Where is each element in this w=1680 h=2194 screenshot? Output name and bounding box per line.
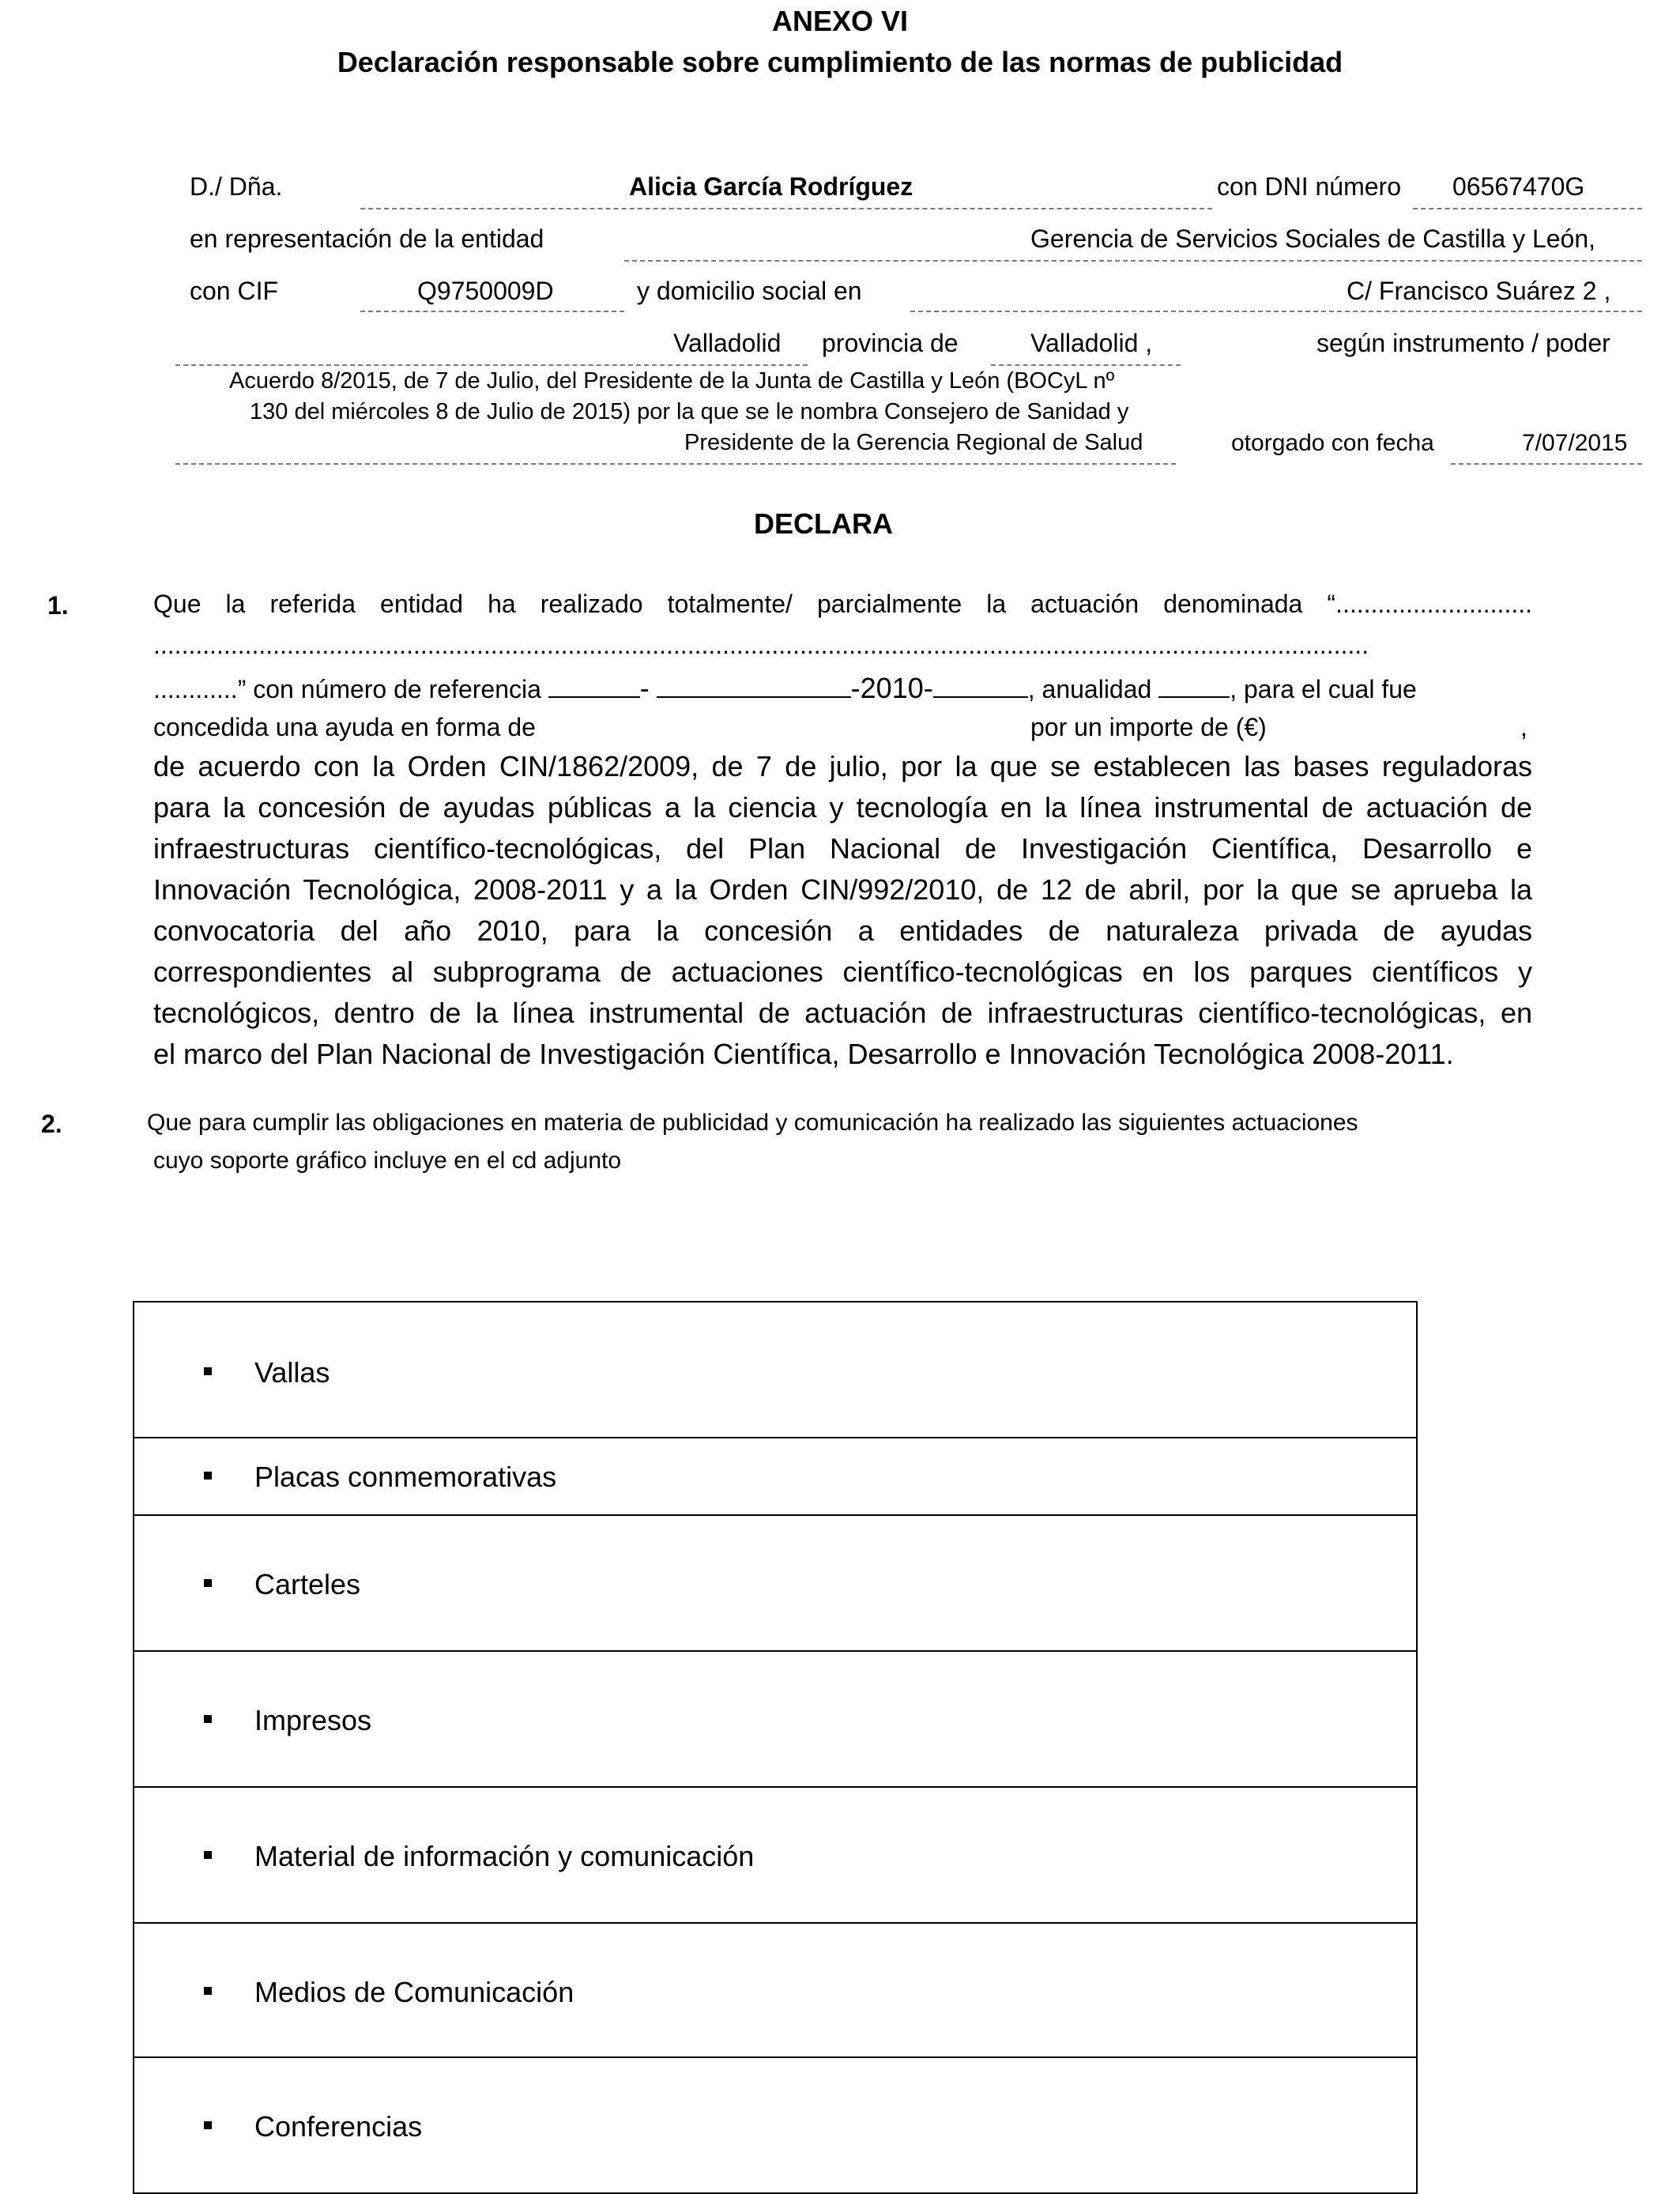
item-2-line-1: Que para cumplir las obligaciones en materia de publicidad y comunicación ha realizado las siguientes actuaciones [147,1110,1358,1136]
province-value: Valladolid , [1030,329,1153,357]
table-row [134,1438,1417,1515]
bullet-icon [204,1579,212,1587]
name-label: D./ Dña. [190,172,283,201]
instrument-text-line-2: 130 del miércoles 8 de Julio de 2015) por la que se le nombra Consejero de Sanidad y [250,399,1129,424]
grant-date: 7/07/2015 [1522,430,1628,456]
instrument-label: según instrumento / poder [1317,329,1610,357]
item-1-body-line-6: correspondientes al subprograma de actuaciones científico-tecnológicas en los parques científicos y [153,956,1532,988]
dni-label: con DNI número [1217,172,1401,201]
item-1-body-line-5: convocatoria del año 2010, para la concesión a entidades de naturaleza privada de ayudas [153,914,1532,947]
domicile-label: y domicilio social en [637,277,862,305]
reference-separator: - [639,672,650,704]
action-medios: Medios de Comunicación [254,1976,574,2008]
amount-label: por un importe de (€) [1030,713,1267,741]
anualidad-label: , anualidad [1027,675,1152,703]
reference-blank-2[interactable] [657,673,851,698]
instrument-field-line [175,463,1176,465]
item-1-body-line-1: de acuerdo con la Orden CIN/1862/2009, de 7 de julio, por la que se establecen las bases reguladoras [153,750,1532,782]
entity-label: en representación de la entidad [190,224,544,253]
cif-value: Q9750009D [417,277,554,305]
bullet-icon [204,1367,212,1375]
para-cual-text: , para el cual fue [1230,675,1417,703]
action-cell [134,1515,1417,1651]
action-placas: Placas conmemorativas [254,1461,557,1493]
action-cell [134,2057,1417,2193]
item-1-body-line-3: infraestructuras científico-tecnológicas, del Plan Nacional de Investigación Científica, Desarrollo e [153,832,1532,865]
aid-form-label: concedida una ayuda en forma de [153,713,536,741]
reference-blank-3[interactable] [933,673,1028,698]
reference-year: -2010- [850,672,933,704]
declarant-name: Alicia García Rodríguez [629,172,913,201]
instrument-text-line-3: Presidente de la Gerencia Regional de Salud [684,430,1143,455]
date-label: otorgado con fecha [1231,430,1434,456]
instrument-text-line-1: Acuerdo 8/2015, de 7 de Julio, del Presidente de la Junta de Castilla y León (BOCyL nº [229,368,1115,394]
action-cell [134,1438,1417,1515]
reference-blank-1[interactable] [548,673,640,698]
document-title: Declaración responsable sobre cumplimiento de las normas de publicidad [337,46,1343,78]
bullet-icon [204,1851,212,1859]
action-conferencias: Conferencias [254,2110,423,2143]
item-2-number: 2. [41,1110,62,1138]
declara-heading: DECLARA [754,507,893,540]
entity-name: Gerencia de Servicios Sociales de Castilla y León, [1030,224,1596,253]
cif-label: con CIF [190,277,279,305]
item-1-body-line-7: tecnológicos, dentro de la línea instrumental de actuación de infraestructuras científico-tecnológicas, en [153,997,1532,1029]
annex-number: ANEXO VI [771,5,909,37]
amount-comma: , [1520,713,1527,741]
item-2-line-2: cuyo soporte gráfico incluye en el cd adjunto [153,1148,622,1174]
bullet-icon [204,1715,212,1723]
bullet-icon [204,1987,212,1995]
name-field-line [360,208,1212,209]
province-field-line [991,364,1181,366]
action-cell [134,1651,1417,1787]
actions-table [133,1301,1418,2194]
item-1-dotted-line: ............................................................................................................................................................................. [153,631,1369,659]
table-row [134,1787,1417,1923]
anualidad-blank[interactable] [1158,673,1230,698]
province-label: provincia de [822,329,959,357]
table-row [134,1923,1417,2057]
table-row [134,1651,1417,1787]
action-cell [134,1302,1417,1438]
date-field-line [1451,463,1642,465]
cif-field-line [360,311,624,312]
dni-field-line [1413,208,1642,209]
item-1-reference-line [153,672,1417,705]
action-carteles: Carteles [254,1568,361,1600]
bullet-icon [204,2121,212,2129]
city-value: Valladolid [673,329,782,357]
entity-field-line [624,260,1642,262]
item-1-body-line-4: Innovación Tecnológica, 2008-2011 y a la Orden CIN/992/2010, de 12 de abril, por la que se aprueba la [153,873,1532,906]
table-row [134,1302,1417,1438]
address-value: C/ Francisco Suárez 2 , [1347,277,1611,305]
dni-value: 06567470G [1452,172,1585,201]
city-field-line [175,364,808,366]
action-cell [134,1923,1417,2057]
action-vallas: Vallas [254,1356,330,1389]
item-1-body-line-8: el marco del Plan Nacional de Investigación Científica, Desarrollo e Innovación Tecnológica 2008-2011. [153,1038,1454,1070]
item-1-line-1: Que la referida entidad ha realizado totalmente/ parcialmente la actuación denominada “............................ [153,590,1532,618]
action-impresos: Impresos [254,1704,372,1736]
address-field-line [910,311,1642,312]
table-row [134,2057,1417,2193]
item-1-number: 1. [47,591,69,620]
item-1-body-line-2: para la concesión de ayudas públicas a la ciencia y tecnología en la línea instrumental de actuación de [153,791,1532,824]
reference-label: ............” con número de referencia [153,675,541,703]
table-row [134,1515,1417,1651]
action-material: Material de información y comunicación [254,1840,755,1872]
action-cell [134,1787,1417,1923]
bullet-icon [204,1472,212,1480]
